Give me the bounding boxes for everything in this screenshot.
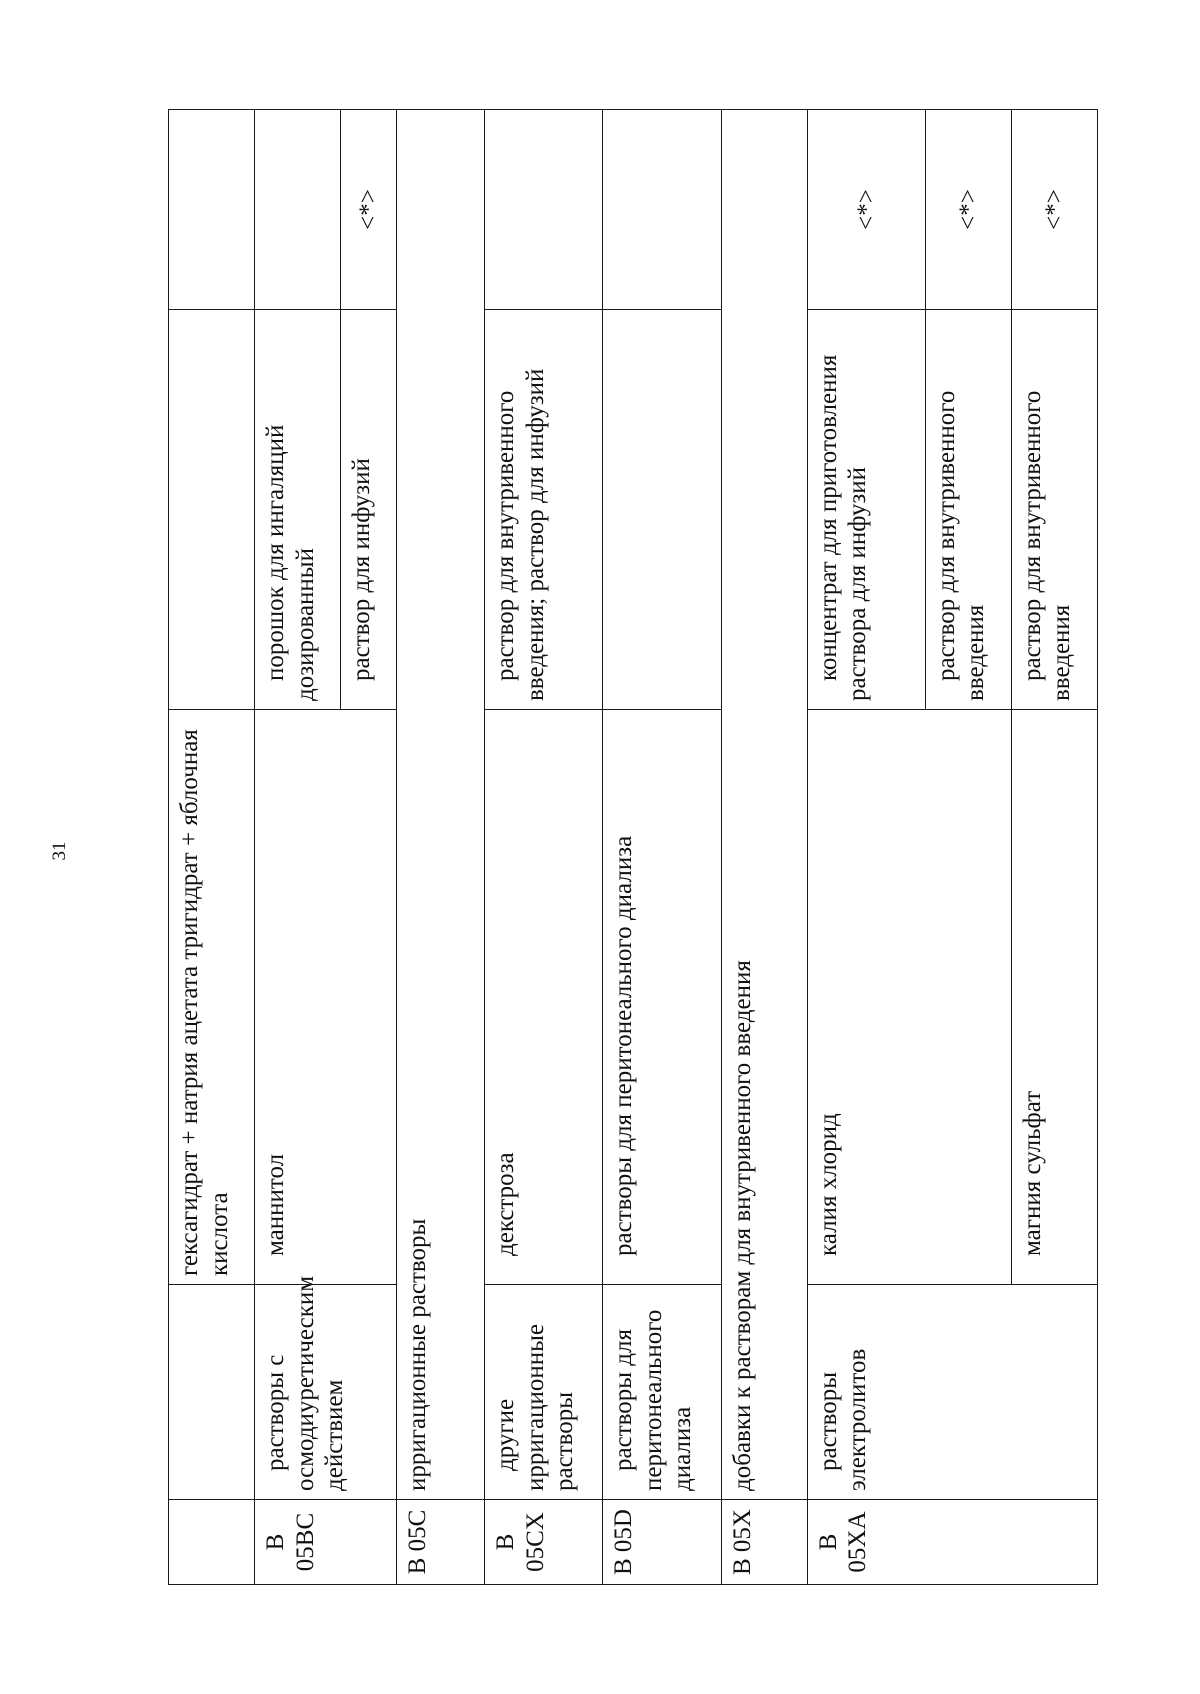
form-cell xyxy=(169,310,255,710)
inn-cell: маннитол xyxy=(255,710,397,1285)
group-heading-cell: добавки к растворам для внутривенного введения xyxy=(721,110,807,1500)
table-row xyxy=(169,110,255,1585)
group-cell: другие ирригационные растворы xyxy=(485,1285,603,1500)
form-cell: порошок для ингаляций дозированный xyxy=(255,310,341,710)
form-cell: раствор для внутривенного введения; раствор для инфузий xyxy=(485,310,603,710)
table-row xyxy=(485,110,603,1585)
group-cell: растворы с осмодиуретическим действием xyxy=(255,1285,397,1500)
form-cell: раствор для внутривенного введения xyxy=(925,310,1011,710)
note-cell xyxy=(485,110,603,310)
atc-code-cell xyxy=(169,1500,255,1585)
atc-code-cell: B 05D xyxy=(603,1500,721,1585)
note-cell xyxy=(255,110,341,310)
group-heading-cell: ирригационные растворы xyxy=(396,110,484,1500)
drug-table-wrapper xyxy=(168,110,1098,1585)
drug-table xyxy=(168,109,1098,1585)
atc-code-cell: B 05XA xyxy=(807,1500,1097,1585)
note-mark: <*> xyxy=(1011,110,1097,310)
atc-code-cell: B 05CX xyxy=(485,1500,603,1585)
atc-code-cell: B 05C xyxy=(396,1500,484,1585)
group-cell xyxy=(169,1285,255,1500)
table-row xyxy=(255,110,341,1585)
group-cell: растворы электролитов xyxy=(807,1285,1097,1500)
form-cell: раствор для внутривенного введения xyxy=(1011,310,1097,710)
note-cell xyxy=(603,110,721,310)
inn-cell: гексагидрат + натрия ацетата тригидрат + яблочная кислота xyxy=(169,710,255,1285)
form-cell: раствор для инфузий xyxy=(341,310,397,710)
form-cell xyxy=(603,310,721,710)
form-cell: концентрат для приготовления раствора для инфузий xyxy=(807,310,925,710)
table-row xyxy=(721,110,807,1585)
note-mark: <*> xyxy=(925,110,1011,310)
atc-code-cell: B 05BC xyxy=(255,1500,397,1585)
page-number: 31 xyxy=(49,841,70,861)
inn-cell: растворы для перитонеального диализа xyxy=(603,710,721,1285)
note-mark: <*> xyxy=(341,110,397,310)
inn-cell: магния сульфат xyxy=(1011,710,1097,1285)
table-row xyxy=(807,110,925,1585)
inn-cell: декстроза xyxy=(485,710,603,1285)
group-cell: растворы для перитонеального диализа xyxy=(603,1285,721,1500)
note-cell xyxy=(169,110,255,310)
atc-code-cell: B 05X xyxy=(721,1500,807,1585)
note-mark: <*> xyxy=(807,110,925,310)
table-row xyxy=(396,110,484,1585)
inn-cell: калия хлорид xyxy=(807,710,1011,1285)
table-row xyxy=(603,110,721,1585)
